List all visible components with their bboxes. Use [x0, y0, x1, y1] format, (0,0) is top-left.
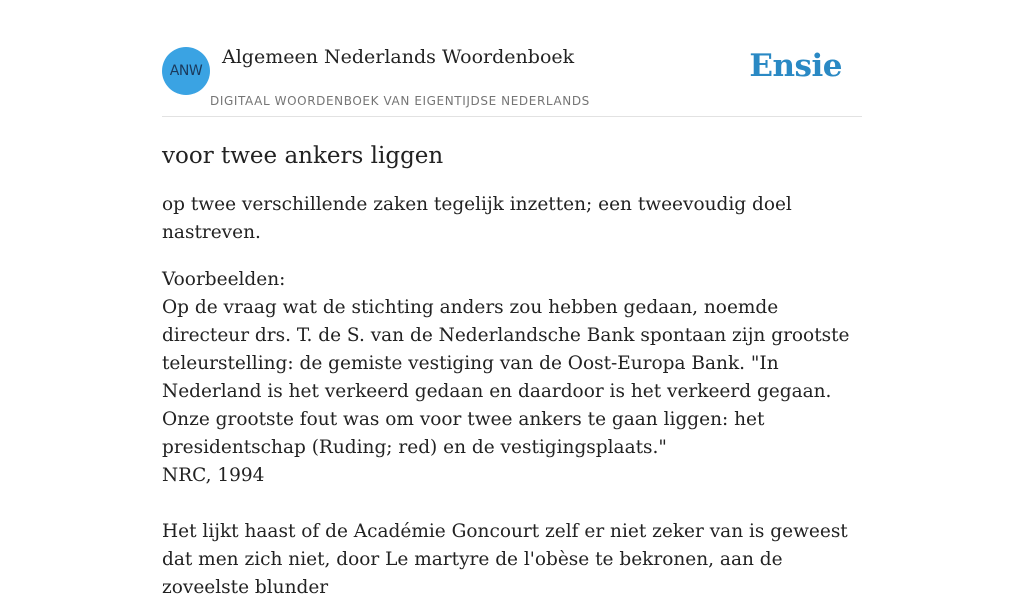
example-spacer	[162, 490, 862, 518]
site-header	[162, 0, 862, 117]
anw-logo[interactable]	[162, 47, 210, 95]
ensie-brand-link[interactable]: Ensie	[749, 48, 842, 84]
logo-text: ANW	[169, 63, 203, 79]
page-container	[162, 0, 862, 602]
example-source: NRC, 1994	[162, 465, 265, 486]
example-text: Het lijkt haast of de Académie Goncourt zelf er niet zeker van is geweest dat men zich niet, door Le martyre de l'obèse te bekronen, aan de zoveelste blunder	[162, 521, 848, 598]
site-title-link[interactable]: Algemeen Nederlands Woordenboek	[222, 46, 575, 68]
example-item	[162, 294, 862, 490]
site-subtitle: DIGITAAL WOORDENBOEK VAN EIGENTIJDSE NEDERLANDS	[210, 94, 590, 108]
examples-section	[162, 266, 862, 602]
example-item	[162, 518, 862, 602]
examples-label: Voorbeelden:	[162, 269, 286, 290]
example-text: Op de vraag wat de stichting anders zou hebben gedaan, noemde directeur drs. T. de S. van de Nederlandsche Bank spontaan zijn grootste teleurstelling: de gemiste vestiging van de Oost-Europa Bank. "In Nederland is het verkeerd gedaan en daardoor is het verkeerd gegaan. Onze grootste fout was om voor twee ankers te gaan liggen: het presidentschap (Ruding; red) en de vestigingsplaats."	[162, 297, 850, 458]
entry-definition: op twee verschillende zaken tegelijk inzetten; een tweevoudig doel nastreven.	[162, 194, 792, 243]
entry-term: voor twee ankers liggen	[162, 143, 444, 169]
